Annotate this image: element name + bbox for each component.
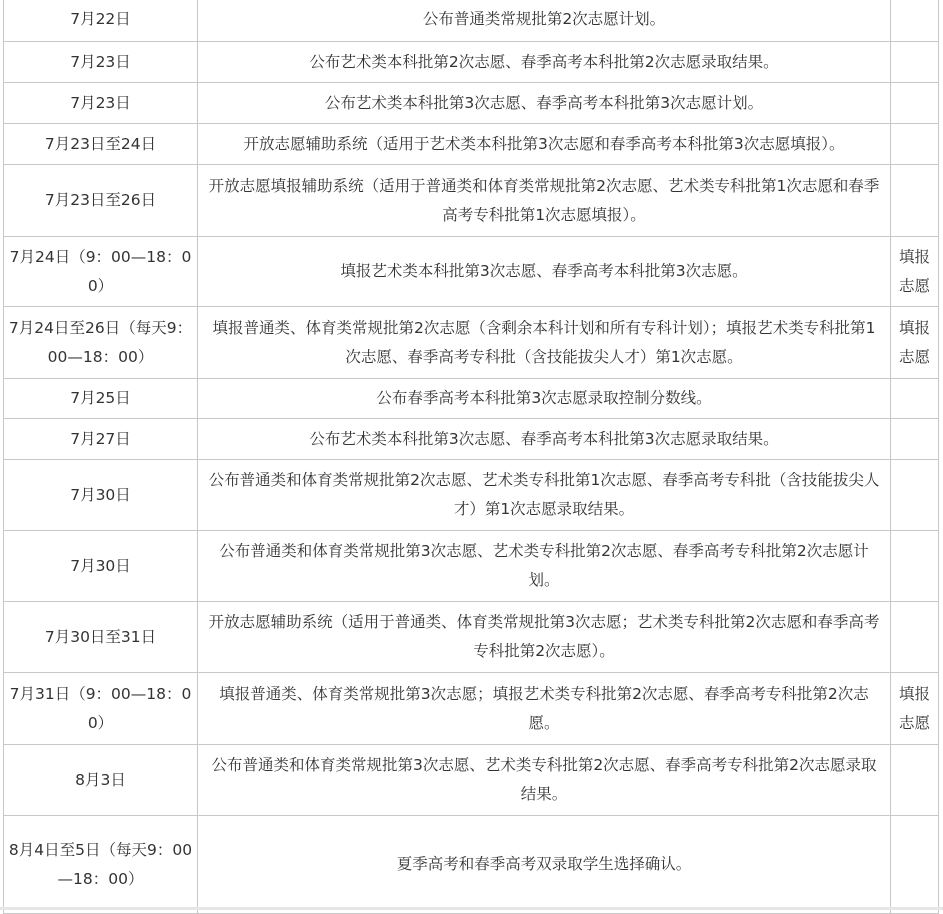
note-cell: 填报志愿 xyxy=(891,307,939,379)
content-cell: 填报普通类、体育类常规批第2次志愿（含剩余本科计划和所有专科计划）；填报艺术类专科批第1次志愿、春季高考专科批（含技能拔尖人才）第1次志愿。 xyxy=(198,307,891,379)
date-cell: 7月23日至26日 xyxy=(4,165,198,237)
content-cell: 公布普通类和体育类常规批第3次志愿、艺术类专科批第2次志愿、春季高考专科批第2次志愿计划。 xyxy=(198,531,891,602)
note-cell: 填报志愿 xyxy=(891,673,939,745)
content-cell: 公布普通类和体育类常规批第2次志愿、艺术类专科批第1次志愿、春季高考专科批（含技能拔尖人才）第1次志愿录取结果。 xyxy=(198,460,891,531)
date-cell: 7月30日 xyxy=(4,531,198,602)
date-cell: 7月27日 xyxy=(4,419,198,460)
table-row xyxy=(4,419,939,460)
note-cell xyxy=(891,460,939,531)
table-row xyxy=(4,460,939,531)
date-cell: 7月30日至31日 xyxy=(4,602,198,673)
note-cell xyxy=(891,124,939,165)
table-row xyxy=(4,531,939,602)
date-cell: 7月23日 xyxy=(4,42,198,83)
schedule-table xyxy=(3,0,939,914)
content-cell: 公布春季高考本科批第3次志愿录取控制分数线。 xyxy=(198,379,891,419)
note-cell xyxy=(891,816,939,914)
table-row xyxy=(4,602,939,673)
table-row xyxy=(4,165,939,237)
table-row xyxy=(4,379,939,419)
date-cell: 7月31日（9：00—18：00） xyxy=(4,673,198,745)
note-cell: 填报志愿 xyxy=(891,237,939,307)
note-cell xyxy=(891,83,939,124)
table-row xyxy=(4,42,939,83)
table-row xyxy=(4,745,939,816)
content-cell: 开放志愿辅助系统（适用于艺术类本科批第3次志愿和春季高考本科批第3次志愿填报）。 xyxy=(198,124,891,165)
table-row xyxy=(4,83,939,124)
schedule-table-body xyxy=(4,0,939,914)
note-cell xyxy=(891,42,939,83)
content-cell: 公布普通类常规批第2次志愿计划。 xyxy=(198,0,891,42)
content-cell: 填报艺术类本科批第3次志愿、春季高考本科批第3次志愿。 xyxy=(198,237,891,307)
date-cell: 8月3日 xyxy=(4,745,198,816)
content-cell: 开放志愿辅助系统（适用于普通类、体育类常规批第3次志愿；艺术类专科批第2次志愿和春季高考专科批第2次志愿）。 xyxy=(198,602,891,673)
content-cell: 公布艺术类本科批第2次志愿、春季高考本科批第2次志愿录取结果。 xyxy=(198,42,891,83)
table-row xyxy=(4,673,939,745)
content-cell: 公布艺术类本科批第3次志愿、春季高考本科批第3次志愿录取结果。 xyxy=(198,419,891,460)
note-cell xyxy=(891,0,939,42)
note-cell xyxy=(891,531,939,602)
table-row xyxy=(4,237,939,307)
note-cell xyxy=(891,419,939,460)
note-cell xyxy=(891,602,939,673)
table-row xyxy=(4,816,939,914)
date-cell: 7月23日 xyxy=(4,83,198,124)
table-row xyxy=(4,307,939,379)
date-cell: 7月22日 xyxy=(4,0,198,42)
date-cell: 8月4日至5日（每天9：00—18：00） xyxy=(4,816,198,914)
content-cell: 夏季高考和春季高考双录取学生选择确认。 xyxy=(198,816,891,914)
content-cell: 公布艺术类本科批第3次志愿、春季高考本科批第3次志愿计划。 xyxy=(198,83,891,124)
date-cell: 7月24日至26日（每天9：00—18：00） xyxy=(4,307,198,379)
note-cell xyxy=(891,745,939,816)
date-cell: 7月25日 xyxy=(4,379,198,419)
date-cell: 7月24日（9：00—18：00） xyxy=(4,237,198,307)
note-cell xyxy=(891,165,939,237)
note-cell xyxy=(891,379,939,419)
date-cell: 7月23日至24日 xyxy=(4,124,198,165)
content-cell: 填报普通类、体育类常规批第3次志愿；填报艺术类专科批第2次志愿、春季高考专科批第2次志愿。 xyxy=(198,673,891,745)
table-row xyxy=(4,0,939,42)
content-cell: 开放志愿填报辅助系统（适用于普通类和体育类常规批第2次志愿、艺术类专科批第1次志愿和春季高考专科批第1次志愿填报）。 xyxy=(198,165,891,237)
table-row xyxy=(4,124,939,165)
content-cell: 公布普通类和体育类常规批第3次志愿、艺术类专科批第2次志愿、春季高考专科批第2次志愿录取结果。 xyxy=(198,745,891,816)
date-cell: 7月30日 xyxy=(4,460,198,531)
